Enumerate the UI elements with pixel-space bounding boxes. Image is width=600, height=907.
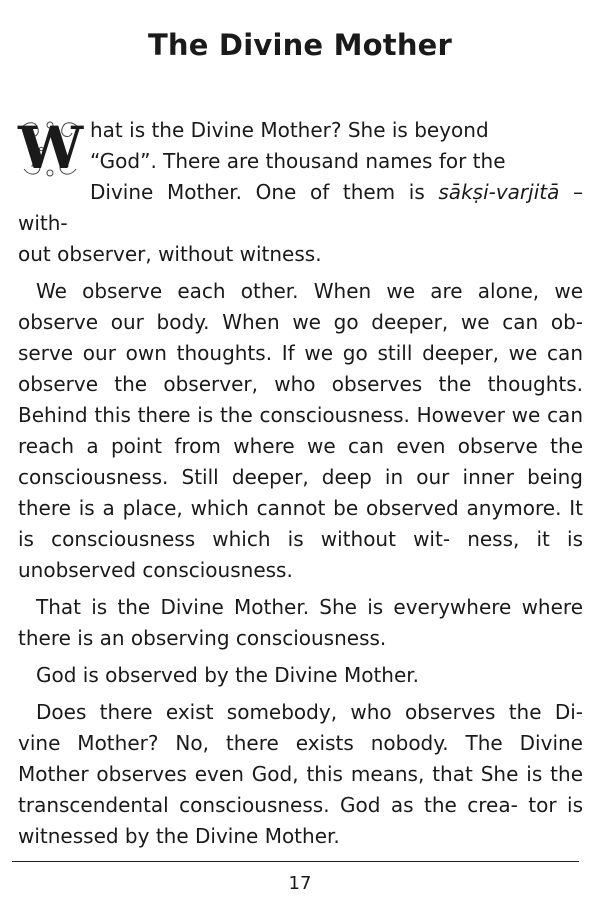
paragraph-4 <box>18 660 583 691</box>
paragraph-line: can reach a point from where we can even observe <box>18 403 583 458</box>
sanskrit-term: sākṣi-varjitā <box>438 180 560 204</box>
paragraph-line: the consciousness. Still deeper, deep in our inner <box>18 434 583 489</box>
footer-divider <box>12 861 579 862</box>
body-text <box>18 115 583 858</box>
paragraph-2 <box>18 276 583 586</box>
paragraph-line: vine Mother? No, there exists nobody. The Divine <box>18 731 583 755</box>
paragraph-line: the transcendental consciousness. God as the crea- <box>18 762 583 817</box>
paragraph-line: Does there exist somebody, who observes the Di- <box>36 700 583 724</box>
paragraph-line: God is observed by the Divine Mother. <box>36 663 420 687</box>
ornamental-dropcap <box>18 114 84 182</box>
paragraph-line: observe the observer, who observes the thoughts. <box>18 372 583 396</box>
paragraph-line: “God”. There are thousand names for the <box>90 149 506 173</box>
paragraph-line: hat is the Divine Mother? She is beyond <box>90 118 489 142</box>
paragraph-line: We observe each other. When we are alone, we <box>36 279 583 303</box>
paragraph-line <box>18 177 583 239</box>
dropcap-letter: W <box>18 114 84 182</box>
paragraph-line: Behind this there is the consciousness. However we <box>18 403 541 427</box>
paragraph-line: out observer, without witness. <box>18 242 322 266</box>
paragraph-line: Mother observes even God, this means, that She is <box>18 762 543 786</box>
paragraph-1 <box>18 115 583 270</box>
line-text: Divine Mother. One of them is <box>90 180 439 204</box>
paragraph-3 <box>18 592 583 654</box>
paragraph-5 <box>18 697 583 852</box>
paragraph-line: anymore. It is consciousness which is without wit- <box>18 496 584 551</box>
paragraph-line: being there is a place, which cannot be observed <box>18 465 584 520</box>
paragraph-line: ness, it is unobserved consciousness. <box>18 527 583 582</box>
paragraph-line: That is the Divine Mother. She is everywhere <box>36 595 512 619</box>
line-tail: – with- <box>18 180 583 235</box>
paragraph-line: observe our body. When we go deeper, we can ob- <box>18 310 583 334</box>
paragraph-line: where there is an observing consciousness. <box>18 595 584 650</box>
page-title: The Divine Mother <box>147 28 453 63</box>
paragraph-line: tor is witnessed by the Divine Mother. <box>18 793 584 848</box>
page-number: 17 <box>288 873 312 894</box>
paragraph-line: serve our own thoughts. If we go still deeper, we can <box>18 341 583 365</box>
